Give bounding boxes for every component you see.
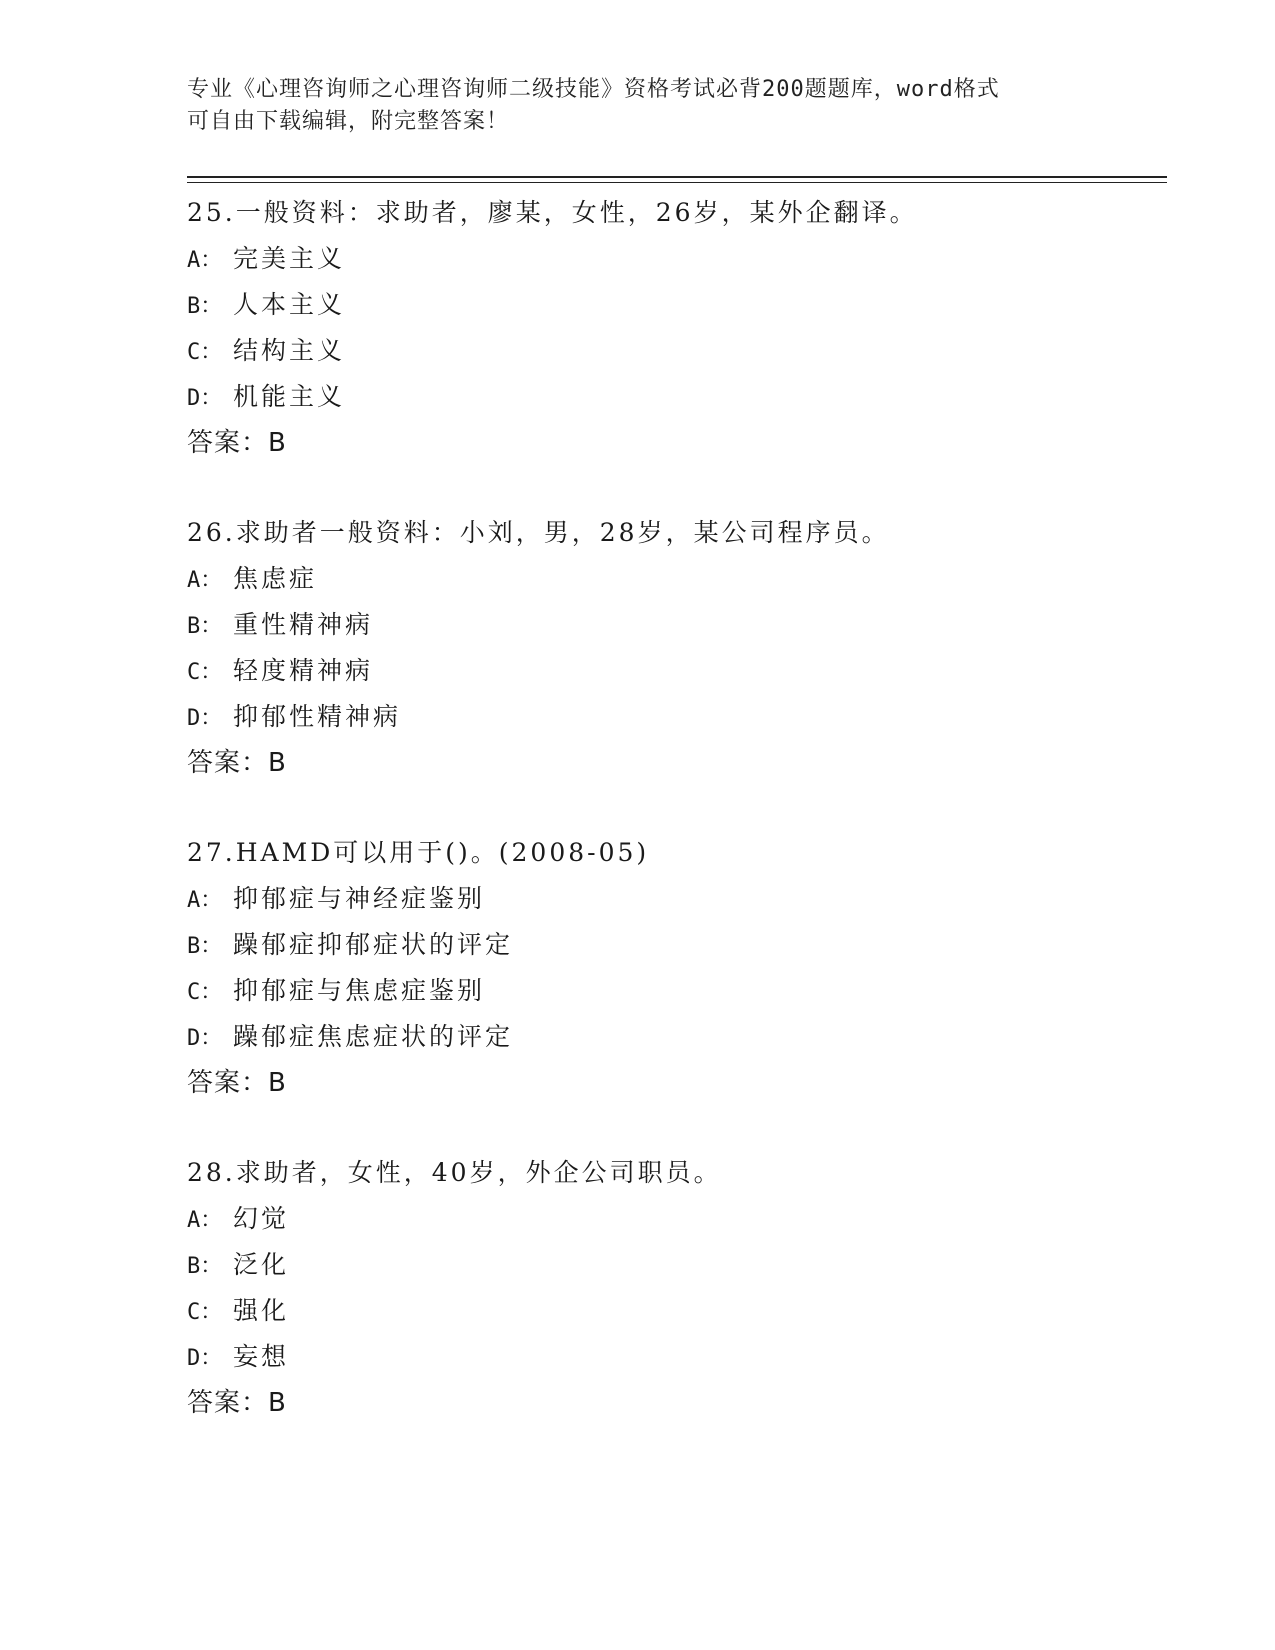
option-letter: B： (187, 934, 223, 959)
option-a (187, 876, 1167, 922)
header-divider-thin (187, 182, 1167, 183)
option-text: 妄想 (233, 1342, 290, 1371)
option-a (187, 556, 1167, 602)
question-item (187, 510, 1167, 830)
option-text: 躁郁症抑郁症状的评定 (233, 930, 514, 959)
option-letter: A： (187, 248, 223, 273)
option-letter: C： (187, 980, 223, 1005)
option-text: 抑郁症与神经症鉴别 (233, 884, 486, 913)
question-stem: 26.求助者一般资料：小刘，男，28岁，某公司程序员。 (187, 518, 890, 547)
option-text: 轻度精神病 (233, 656, 374, 685)
option-letter: D： (187, 1346, 223, 1371)
option-letter: D： (187, 706, 223, 731)
option-letter: A： (187, 1208, 223, 1233)
header-line-2: 可自由下载编辑，附完整答案！ (187, 109, 510, 134)
option-text: 强化 (233, 1296, 290, 1325)
answer-line: 答案：B (187, 1068, 287, 1098)
option-letter: D： (187, 1026, 223, 1051)
option-text: 幻觉 (233, 1204, 290, 1233)
option-text: 泛化 (233, 1250, 290, 1279)
answer-line: 答案：B (187, 748, 287, 778)
option-text: 结构主义 (233, 336, 346, 365)
option-d (187, 374, 1167, 420)
option-text: 躁郁症焦虑症状的评定 (233, 1022, 514, 1051)
option-c (187, 328, 1167, 374)
option-c (187, 968, 1167, 1014)
question-item (187, 830, 1167, 1150)
question-item (187, 190, 1167, 510)
option-text: 人本主义 (233, 290, 346, 319)
option-d (187, 1334, 1167, 1380)
option-b (187, 922, 1167, 968)
header-divider-thick (187, 176, 1167, 178)
option-letter: C： (187, 660, 223, 685)
option-letter: C： (187, 340, 223, 365)
option-letter: A： (187, 568, 223, 593)
question-stem: 28.求助者，女性，40岁，外企公司职员。 (187, 1158, 722, 1187)
option-letter: B： (187, 294, 223, 319)
option-d (187, 1014, 1167, 1060)
question-item (187, 1150, 1167, 1470)
option-text: 抑郁性精神病 (233, 702, 402, 731)
option-letter: B： (187, 1254, 223, 1279)
option-b (187, 1242, 1167, 1288)
document-header (187, 74, 1087, 138)
option-c (187, 1288, 1167, 1334)
option-c (187, 648, 1167, 694)
option-letter: D： (187, 386, 223, 411)
option-letter: A： (187, 888, 223, 913)
option-a (187, 1196, 1167, 1242)
option-b (187, 602, 1167, 648)
option-text: 抑郁症与焦虑症鉴别 (233, 976, 486, 1005)
answer-line: 答案：B (187, 1388, 287, 1418)
option-a (187, 236, 1167, 282)
option-letter: C： (187, 1300, 223, 1325)
option-b (187, 282, 1167, 328)
option-letter: B： (187, 614, 223, 639)
header-line-1: 专业《心理咨询师之心理咨询师二级技能》资格考试必背200题题库，word格式 (187, 77, 1000, 102)
option-text: 机能主义 (233, 382, 346, 411)
answer-line: 答案：B (187, 428, 287, 458)
option-text: 焦虑症 (233, 564, 318, 593)
question-stem: 27.HAMD可以用于()。(2008-05) (187, 838, 650, 867)
option-d (187, 694, 1167, 740)
question-list (187, 190, 1167, 1470)
option-text: 完美主义 (233, 244, 346, 273)
question-stem: 25.一般资料：求助者，廖某，女性，26岁，某外企翻译。 (187, 198, 918, 227)
option-text: 重性精神病 (233, 610, 374, 639)
